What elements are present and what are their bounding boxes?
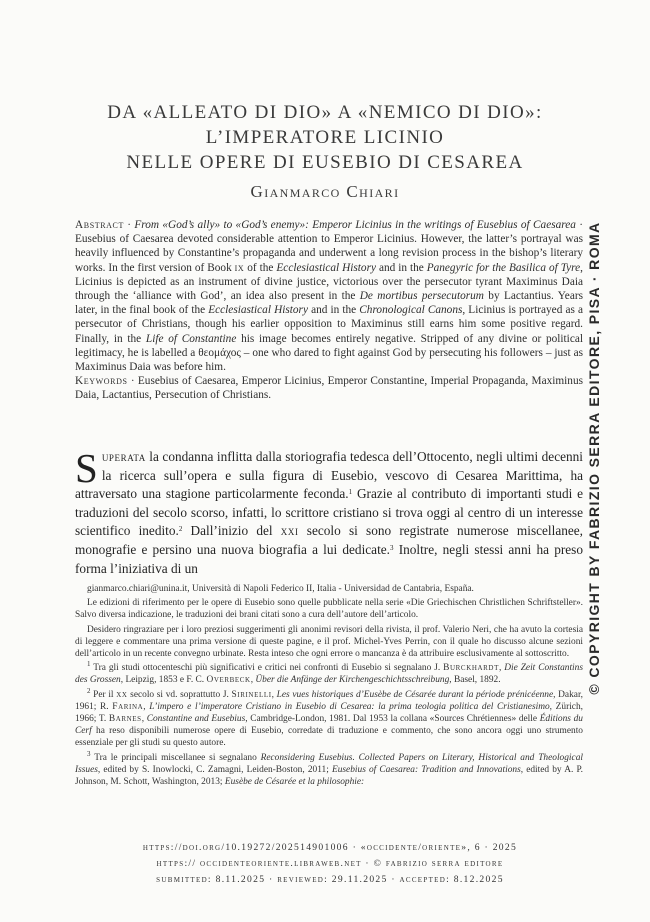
footnote-ref-1[interactable]: 1 [348, 488, 353, 497]
editions-note: Le edizioni di riferimento per le opere di Eusebio sono quelle pubblicate nella serie «Die Griechischen Christlichen Schriftsteller». Salvo diversa indicazione, le traduzioni dei brani citati sono a cura dell’autore dell’articolo. [75, 598, 583, 621]
title-line-2: L’IMPERATORE LICINIO [205, 127, 445, 148]
doi-line[interactable]: https://doi.org/10.19272/202514901006 · «occidente/oriente», 6 · 2025 [142, 842, 518, 853]
page-footer [60, 840, 600, 888]
footnote-ref-2[interactable]: 2 [178, 525, 183, 534]
footnote-2: $^2$ Per il xx secolo si vd. soprattutto J. Sirinelli, Les vues historiques d’Eusèbe de Césarée durant la période prénicéenne, Dakar, 1961; R. Farina, L’impero e l’imperatore Cristiano in Eusebio di Cesarea: la prima teologia politica del Cristianesimo, Zürich, 1966; T. Barnes, Constantine and Eusebius, Cambridge-London, 1981. Dal 1953 la collana «Sources Chrétiennes» delle Éditions du Cerf ha reso disponibili numerose opere di Eusebio, corredate di traduzione e commento, che sono ancora oggi uno strumento essenziale per gli studi su questo autore. [75, 686, 584, 749]
footnotes [75, 583, 583, 790]
abstract-label: Abstract [75, 219, 124, 231]
keywords-paragraph: Keywords · Eusebius of Caesarea, Emperor Licinius, Emperor Constantine, Imperial Propaganda, Maximinus Daia, Lactantius, Persecution of Christians. [75, 375, 583, 402]
website-line[interactable]: https:// occidenteoriente.libraweb.net · © fabrizio serra editore [156, 858, 504, 869]
footnote-ref-3[interactable]: 3 [390, 543, 394, 552]
copyright-notice: © COPYRIGHT BY FABRIZIO SERRA EDITORE, PISA · ROMA [586, 221, 602, 695]
abstract [75, 218, 583, 403]
thanks-note: Desidero ringraziare per i loro preziosi suggerimenti gli anonimi revisori della rivista, il prof. Valerio Neri, che ha avuto la cortesia di leggere e commentare una prima versione di queste pagine, e il prof. Michel-Yves Perrin, con il quale ho discusso alcune sezioni dell’articolo in un recente convegno urbinate. Resta inteso che ogni errore o mancanza è da attribuire esclusivamente al sottoscritto. [75, 624, 583, 660]
abstract-english-title: From «God’s ally» to «God’s enemy»: Emperor Licinius in the writings of Eusebius of Caesarea [134, 219, 576, 231]
affiliation-note: gianmarco.chiari@unina.it, Università di Napoli Federico II, Italia - Universidad de Cantabria, España. [87, 584, 474, 594]
keywords-list: Eusebius of Caesarea, Emperor Licinius, Emperor Constantine, Imperial Propaganda, Maximinus Daia, Lactantius, Persecution of Christians. [75, 375, 583, 402]
author-name: Gianmarco Chiari [250, 182, 400, 201]
dates-line: submitted: 8.11.2025 · reviewed: 29.11.2025 · accepted: 8.12.2025 [156, 874, 504, 885]
title-line-3: NELLE OPERE DI EUSEBIO DI CESAREA [126, 152, 524, 173]
drop-cap: S [75, 445, 98, 491]
article-title [60, 100, 590, 175]
body-text [75, 445, 583, 578]
footnote-1: $^1$ Tra gli studi ottocenteschi più significativi e critici nei confronti di Eusebio si segnalano J. Burckhardt, Die Zeit Constantins des Grossen, Leipzig, 1853 e F. C. Overbeck, Über die Anfänge der Kirchengeschichtsschreibung, Basel, 1892. [75, 660, 583, 686]
title-line-1: DA «ALLEATO DI DIO» A «NEMICO DI DIO»: [107, 102, 543, 123]
footnote-3: $^3$ Tra le principali miscellanee si segnalano Reconsidering Eusebius. Collected Papers on Literary, Historical and Theological Issues, edited by S. Inowlocki, C. Zamagni, Leiden-Boston, 2011; Eusebius of Caesarea: Tradition and Innovations, edited by A. P. Johnson, M. Schott, Washington, 2013; Eusèbe de Césarée et la philosophie: [75, 749, 583, 788]
abstract-paragraph: Abstract · From «God’s ally» to «God’s enemy»: Emperor Licinius in the writings of Eusebius of Caesarea · Eusebius of Caesarea devoted considerable attention to Emperor Licinius. However, the latter’s portrayal was heavily influenced by Constantine’s propaganda and underwent a long revision process in the bishop’s literary works. In the first version of Book ix of the Ecclesiastical History and in the Panegyric for the Basilica of Tyre, Licinius is depicted as an instrument of divine justice, victorious over the persecutor tyrant Maximinus Daia through the ‘alliance with God’, an idea also present in the De mortibus persecutorum by Lactantius. Years later, in the final book of the Ecclesiastical History and in the Chronological Canons, Licinius is portrayed as a persecutor of Christians, though his earlier opposition to Maximinus still earns him some positive regard. Finally, in the Life of Constantine his image becomes entirely negative. Stripped of any divine or political legitimacy, he is labelled a θεομάχος – one who dared to fight against God by persecuting his followers – just as Maximinus Daia was before him. [75, 219, 583, 374]
keywords-label: Keywords [75, 375, 128, 388]
body-paragraph: Superata la condanna inflitta dalla storiografia tedesca dell’Ottocento, negli ultimi decenni la ricerca sull’opera e sulla figura di Eusebio, vescovo di Cesarea Marittima, ha attraversato una stagione particolarmente feconda.$^1$ Grazie al contributo di importanti studi e traduzioni del secolo scorso, infatti, lo scrittore cristiano si trova oggi al centro di un interesse scientifico inedito.$^2$ Dall’inizio del xxi secolo si sono registrate numerose miscellanee, monografie e persino una nuova biografia a lui dedicate.$^3$ Inoltre, negli stessi anni ha preso forma l’iniziativa di un [75, 445, 583, 576]
